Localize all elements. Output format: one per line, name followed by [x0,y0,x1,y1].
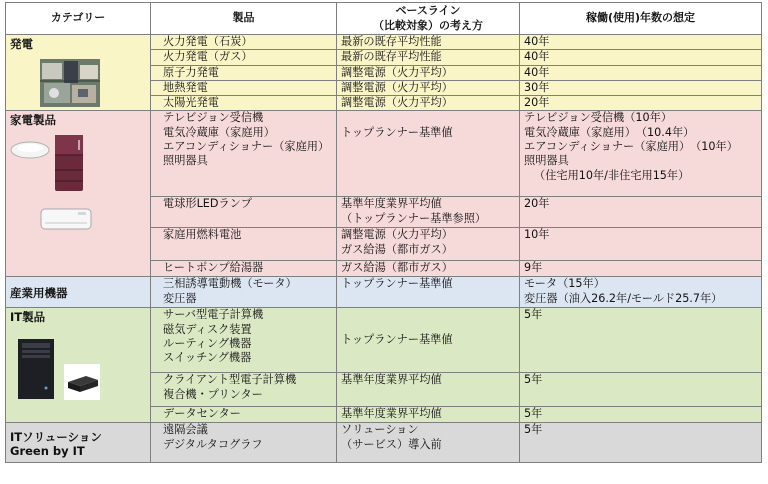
years-cell: 9年 [520,261,762,277]
category-label: 家電製品 [10,113,56,128]
ceiling-light-icon [9,137,51,163]
product-cell: 火力発電（ガス） [151,50,337,65]
baseline-cell: トップランナー基準値 [337,111,520,197]
years-line: 照明器具 [524,154,569,168]
baseline-cell: 最新の既存平均性能 [337,35,520,50]
product-cell [151,373,337,407]
product-cell [151,111,337,197]
refrigerator-icon [54,134,84,192]
years-line: 電気冷蔵庫（家庭用） （10.4年） [524,125,695,139]
product-line: 遠隔会議 [163,423,208,437]
product-cell [151,277,337,308]
category-kaden [6,111,151,277]
baseline-cell: トップランナー基準値 [337,277,520,308]
header-row [6,3,762,35]
product-line: 電気冷蔵庫（家庭用） [163,125,275,139]
baseline-cell [337,228,520,261]
air-conditioner-icon [40,207,92,233]
product-cell: 地熱発電 [151,80,337,95]
product-cell: 原子力発電 [151,65,337,80]
baseline-cell: 調整電源（火力平均） [337,96,520,111]
product-line: テレビジョン受信機 [163,111,264,125]
header-category: カテゴリー [6,3,151,35]
years-cell: 5年 [520,407,762,423]
years-line: テレビジョン受信機（10年） [524,111,673,125]
product-line: エアコンディショナー（家庭用） [163,140,330,154]
years-cell [520,111,762,197]
product-line: ルーティング機器 [163,337,252,351]
years-cell: 5年 [520,308,762,373]
category-it [6,308,151,423]
baseline-cell [337,423,520,463]
baseline-line: （トップランナー基準参照） [341,211,487,225]
years-cell: 5年 [520,423,762,463]
category-hatsuden [6,35,151,111]
product-cell [151,308,337,373]
baseline-cell: 調整電源（火力平均） [337,80,520,95]
product-line: クライアント型電子計算機 [163,373,297,387]
baseline-line: ガス給湯（都市ガス） [341,242,453,256]
category-label: IT製品 [10,310,46,325]
table-row [6,35,762,50]
baseline-cell: 調整電源（火力平均） [337,65,520,80]
years-cell: 40年 [520,65,762,80]
table-row [6,423,762,463]
product-cell: ヒートポンプ給湯器 [151,261,337,277]
product-line: 複合機・プリンター [163,387,263,401]
baseline-cell: ガス給湯（都市ガス） [337,261,520,277]
product-cell: 電球形LEDランプ [151,197,337,228]
category-label-line2: Green by IT [10,443,85,458]
baseline-line: 調整電源（火力平均） [341,228,453,242]
category-label-line1: ITソリューション [10,429,102,444]
header-baseline [337,3,520,35]
years-cell: 5年 [520,373,762,407]
product-line: 磁気ディスク装置 [163,322,252,336]
lifetime-table [5,2,762,463]
years-line: エアコンディショナー（家庭用） （10年） [524,140,738,154]
years-cell: 40年 [520,50,762,65]
baseline-line: 基準年度業界平均値 [341,197,442,211]
table-row [6,111,762,197]
storage-box-icon [64,364,100,400]
years-cell: 40年 [520,35,762,50]
years-line: モータ（15年） [524,277,605,291]
baseline-line: ソリューション [341,423,419,437]
baseline-cell [337,197,520,228]
category-sangyo: 産業用機器 [6,277,151,308]
product-cell: 太陽光発電 [151,96,337,111]
server-tower-icon [16,338,56,400]
product-line: 三相誘導電動機（モータ） [163,277,297,291]
product-cell: データセンター [151,407,337,423]
years-cell [520,277,762,308]
years-line: （住宅用10年/非住宅用15年） [534,168,690,182]
baseline-cell: 基準年度業界平均値 [337,373,520,407]
product-cell: 火力発電（石炭） [151,35,337,50]
product-line: 変圧器 [163,291,197,305]
table-row [6,308,762,373]
header-years: 稼働(使用)年数の想定 [520,3,762,35]
baseline-cell: 最新の既存平均性能 [337,50,520,65]
product-line: サーバ型電子計算機 [163,308,264,322]
header-baseline-line2: （比較対象）の考え方 [373,18,483,32]
product-line: デジタルタコグラフ [163,437,263,451]
years-cell: 20年 [520,96,762,111]
product-cell [151,423,337,463]
years-line: 変圧器（油入26.2年/モールド25.7年） [524,291,723,305]
table-row [6,277,762,308]
power-plant-photo-icon [40,59,100,107]
years-cell: 10年 [520,228,762,261]
baseline-cell: トップランナー基準値 [337,308,520,373]
category-sol [6,423,151,463]
product-cell: 家庭用燃料電池 [151,228,337,261]
header-product: 製品 [151,3,337,35]
baseline-cell: 基準年度業界平均値 [337,407,520,423]
years-cell: 20年 [520,197,762,228]
baseline-line: （サービス）導入前 [341,437,442,451]
header-baseline-line1: ベースライン [395,4,461,18]
category-label: 発電 [10,37,33,51]
product-line: 照明器具 [163,154,208,168]
years-cell: 30年 [520,80,762,95]
product-line: スイッチング機器 [163,351,252,365]
